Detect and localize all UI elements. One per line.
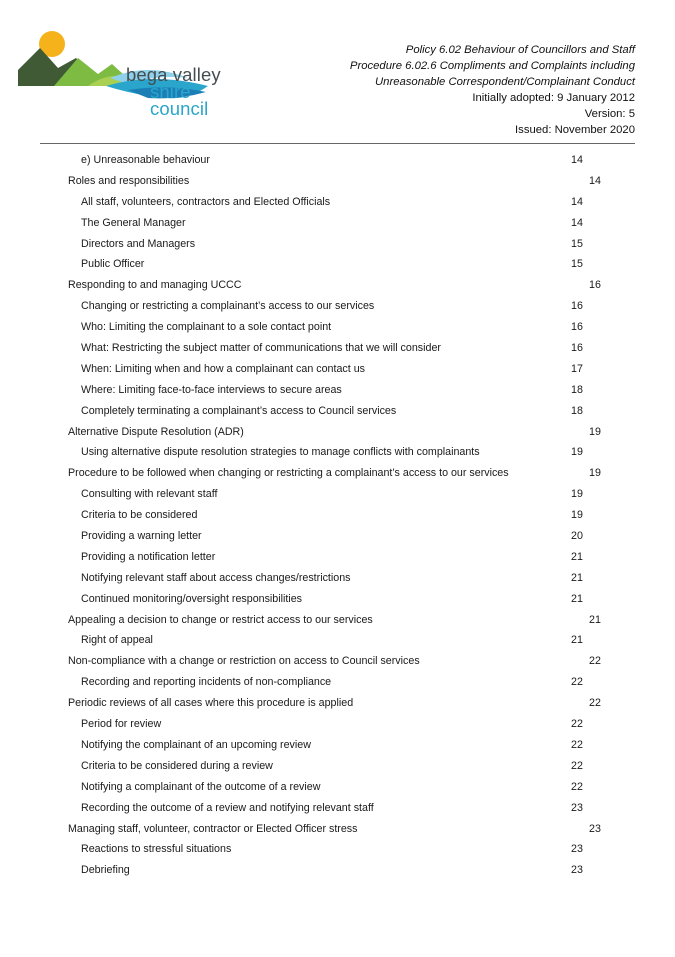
toc-entry[interactable] xyxy=(68,442,608,463)
toc-entry-title: e) Unreasonable behaviour xyxy=(81,154,210,166)
toc-entry-page: 21 xyxy=(571,592,583,605)
logo-wordmark xyxy=(126,66,248,117)
toc-entry-title: Right of appeal xyxy=(81,634,153,647)
procedure-subtitle: Unreasonable Correspondent/Complainant Conduct xyxy=(375,76,635,88)
toc-entry[interactable] xyxy=(68,338,608,359)
toc-entry-page: 22 xyxy=(589,655,601,668)
toc-entry-page: 23 xyxy=(589,822,601,835)
toc-entry-title: Responding to and managing UCCC xyxy=(68,279,242,292)
toc-entry-page: 18 xyxy=(571,404,583,417)
toc-entry-title: Changing or restricting a complainant’s access to our services xyxy=(81,300,375,313)
toc-entry-page: 21 xyxy=(571,571,583,584)
toc-entry[interactable] xyxy=(68,526,608,547)
toc-entry[interactable] xyxy=(68,317,608,338)
toc-entry-title: Where: Limiting face-to-face interviews to secure areas xyxy=(81,383,342,396)
toc-entry[interactable] xyxy=(68,777,608,798)
toc-entry[interactable] xyxy=(68,547,608,568)
toc-entry-page: 23 xyxy=(571,843,583,856)
toc-entry-page: 21 xyxy=(571,550,583,563)
toc-entry[interactable] xyxy=(68,505,608,526)
toc-entry[interactable] xyxy=(68,839,608,860)
toc-entry[interactable] xyxy=(68,484,608,505)
toc-entry-title: What: Restricting the subject matter of communications that we will consider xyxy=(81,342,441,355)
toc-entry[interactable] xyxy=(68,630,608,651)
toc-entry-page: 19 xyxy=(589,467,601,480)
toc-entry-page: 19 xyxy=(589,425,601,438)
toc-entry[interactable] xyxy=(68,589,608,610)
toc-entry[interactable] xyxy=(68,819,608,840)
toc-entry-title: Consulting with relevant staff xyxy=(81,488,218,501)
toc-entry-title: Managing staff, volunteer, contractor or Elected Officer stress xyxy=(68,822,358,835)
adopted-date: Initially adopted: 9 January 2012 xyxy=(472,92,635,104)
toc-entry[interactable] xyxy=(68,756,608,777)
toc-entry-title: Continued monitoring/oversight responsibilities xyxy=(81,592,302,605)
toc-entry-page: 22 xyxy=(571,738,583,751)
toc-entry-title: Recording and reporting incidents of non-compliance xyxy=(81,676,332,689)
toc-entry-page: 14 xyxy=(571,154,583,166)
toc-entry-page: 22 xyxy=(571,676,583,689)
toc-entry-title: Alternative Dispute Resolution (ADR) xyxy=(68,425,244,438)
logo-line-2: shire council xyxy=(150,81,209,119)
toc-entry-title: Who: Limiting the complainant to a sole contact point xyxy=(81,321,332,334)
toc-entry[interactable] xyxy=(68,254,608,275)
toc-entry-page: 22 xyxy=(571,718,583,731)
toc-entry-title: When: Limiting when and how a complainant can contact us xyxy=(81,362,365,375)
toc-entry-page: 22 xyxy=(571,780,583,793)
toc-entry[interactable] xyxy=(68,735,608,756)
toc-entry[interactable] xyxy=(68,234,608,255)
toc-entry-page: 14 xyxy=(571,195,583,208)
toc-entry-page: 14 xyxy=(571,216,583,229)
toc-entry-page: 15 xyxy=(571,237,583,250)
toc-entry-page: 18 xyxy=(571,383,583,396)
toc-entry-page: 19 xyxy=(571,446,583,459)
toc-entry-title: Procedure to be followed when changing or restricting a complainant’s access to our services xyxy=(68,467,509,480)
toc-entry-page: 20 xyxy=(571,530,583,543)
toc-entry-page: 17 xyxy=(571,362,583,375)
toc-entry-title: All staff, volunteers, contractors and Elected Officials xyxy=(81,195,331,208)
toc-entry-page: 23 xyxy=(571,864,583,877)
toc-entry-title: The General Manager xyxy=(81,216,186,229)
toc-entry-title: Providing a warning letter xyxy=(81,530,202,543)
toc-entry[interactable] xyxy=(68,359,608,380)
logo-line-1: bega valley xyxy=(126,64,221,85)
toc-entry-page: 16 xyxy=(571,300,583,313)
toc-entry[interactable] xyxy=(68,150,608,171)
toc-entry-title: Criteria to be considered xyxy=(81,509,198,522)
toc-entry-title: Reactions to stressful situations xyxy=(81,843,232,856)
toc-entry-page: 19 xyxy=(571,488,583,501)
toc-entry-page: 23 xyxy=(571,801,583,814)
toc-entry[interactable] xyxy=(68,798,608,819)
procedure-title: Procedure 6.02.6 Compliments and Complaints including xyxy=(349,60,635,72)
table-of-contents xyxy=(68,150,608,881)
toc-entry-page: 16 xyxy=(589,279,601,292)
toc-entry-title: Criteria to be considered during a review xyxy=(81,759,273,772)
header-divider xyxy=(40,143,635,144)
toc-entry-title: Public Officer xyxy=(81,258,145,271)
version: Version: 5 xyxy=(584,108,635,120)
toc-entry-page: 21 xyxy=(589,613,601,626)
toc-entry[interactable] xyxy=(68,672,608,693)
toc-entry[interactable] xyxy=(68,213,608,234)
toc-entry-page: 22 xyxy=(571,759,583,772)
toc-entry-title: Using alternative dispute resolution strategies to manage conflicts with complainants xyxy=(81,446,480,459)
toc-entry-page: 22 xyxy=(589,697,601,710)
document-header xyxy=(350,42,635,138)
toc-entry-title: Notifying the complainant of an upcoming review xyxy=(81,738,311,751)
toc-entry-title: Non-compliance with a change or restriction on access to Council services xyxy=(68,655,420,668)
toc-entry-title: Directors and Managers xyxy=(81,237,196,250)
toc-entry[interactable] xyxy=(68,693,608,714)
toc-entry-title: Providing a notification letter xyxy=(81,550,216,563)
toc-entry-title: Notifying a complainant of the outcome of a review xyxy=(81,780,321,793)
toc-entry[interactable] xyxy=(68,422,608,443)
toc-entry-page: 16 xyxy=(571,321,583,334)
toc-entry-title: Periodic reviews of all cases where this procedure is applied xyxy=(68,697,354,710)
policy-title: Policy 6.02 Behaviour of Councillors and Staff xyxy=(405,44,635,56)
toc-entry[interactable] xyxy=(68,860,608,881)
toc-entry[interactable] xyxy=(68,192,608,213)
issued-date: Issued: November 2020 xyxy=(515,124,635,136)
toc-entry-title: Roles and responsibilities xyxy=(68,174,190,187)
toc-entry[interactable] xyxy=(68,568,608,589)
toc-entry-page: 15 xyxy=(571,258,583,271)
toc-entry-title: Notifying relevant staff about access changes/restrictions xyxy=(81,571,351,584)
toc-entry[interactable] xyxy=(68,296,608,317)
toc-entry[interactable] xyxy=(68,380,608,401)
toc-entry-page: 14 xyxy=(589,174,601,187)
toc-entry-title: Period for review xyxy=(81,718,162,731)
toc-entry[interactable] xyxy=(68,610,608,631)
toc-entry[interactable] xyxy=(68,463,608,484)
toc-entry-title: Debriefing xyxy=(81,864,130,877)
toc-entry[interactable] xyxy=(68,275,608,296)
toc-entry-page: 19 xyxy=(571,509,583,522)
toc-entry[interactable] xyxy=(68,171,608,192)
toc-entry[interactable] xyxy=(68,651,608,672)
council-logo xyxy=(18,28,248,119)
toc-entry-title: Completely terminating a complainant’s access to Council services xyxy=(81,404,397,417)
toc-entry-page: 21 xyxy=(571,634,583,647)
toc-entry[interactable] xyxy=(68,714,608,735)
toc-entry[interactable] xyxy=(68,401,608,422)
toc-entry-title: Recording the outcome of a review and notifying relevant staff xyxy=(81,801,374,814)
toc-entry-title: Appealing a decision to change or restrict access to our services xyxy=(68,613,373,626)
toc-entry-page: 16 xyxy=(571,342,583,355)
